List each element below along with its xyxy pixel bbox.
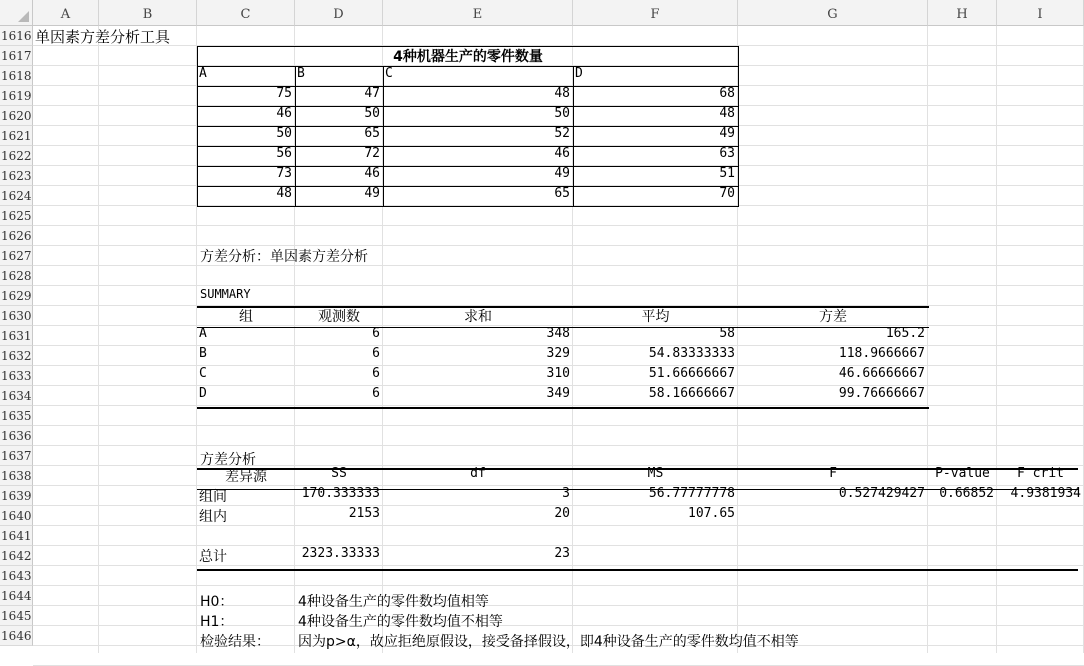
- anova-cell[interactable]: 3: [562, 486, 570, 501]
- column-header[interactable]: H: [928, 0, 997, 26]
- column-header[interactable]: D: [295, 0, 383, 26]
- row-header[interactable]: 1627: [0, 246, 33, 266]
- column-header[interactable]: F: [573, 0, 738, 26]
- row-header[interactable]: 1645: [0, 606, 33, 626]
- sheet-title[interactable]: 单因素方差分析工具: [35, 28, 171, 46]
- summary-cell[interactable]: D: [199, 386, 207, 401]
- anova-cell[interactable]: 107.65: [688, 506, 735, 521]
- row-header[interactable]: 1621: [0, 126, 33, 146]
- gridline: [33, 265, 1084, 266]
- select-all-icon: [18, 11, 29, 22]
- summary-header[interactable]: 求和: [464, 309, 492, 325]
- row-header[interactable]: 1622: [0, 146, 33, 166]
- row-header[interactable]: 1634: [0, 386, 33, 406]
- anova-header[interactable]: F crit: [1017, 466, 1064, 481]
- row-header[interactable]: 1646: [0, 626, 33, 646]
- row-header[interactable]: 1642: [0, 546, 33, 566]
- summary-cell[interactable]: 118.9666667: [838, 346, 925, 361]
- anova-cell[interactable]: 0.66852: [939, 486, 994, 501]
- summary-label[interactable]: SUMMARY: [200, 287, 251, 301]
- row-header[interactable]: 1639: [0, 486, 33, 506]
- summary-cell[interactable]: 6: [372, 386, 380, 401]
- column-header[interactable]: E: [383, 0, 573, 26]
- row-header[interactable]: 1636: [0, 426, 33, 446]
- row-header[interactable]: 1620: [0, 106, 33, 126]
- summary-header[interactable]: 组: [239, 309, 253, 325]
- gridline: [33, 225, 1084, 226]
- row-header[interactable]: 1618: [0, 66, 33, 86]
- summary-header[interactable]: 观测数: [318, 309, 360, 325]
- data-table-cell[interactable]: 73: [276, 166, 292, 181]
- row-header[interactable]: 1641: [0, 526, 33, 546]
- data-table-cell[interactable]: 46: [554, 146, 570, 161]
- summary-cell[interactable]: 46.66666667: [838, 366, 925, 381]
- select-all-corner[interactable]: [0, 0, 33, 26]
- anova-header[interactable]: F: [829, 466, 837, 481]
- row-header[interactable]: 1632: [0, 346, 33, 366]
- gridline: [33, 245, 1084, 246]
- column-header[interactable]: I: [997, 0, 1084, 26]
- summary-cell[interactable]: 310: [546, 366, 570, 381]
- row-header[interactable]: 1629: [0, 286, 33, 306]
- h1-text[interactable]: 4种设备生产的零件数均值不相等: [298, 614, 503, 630]
- column-header[interactable]: C: [197, 0, 295, 26]
- data-table-cell[interactable]: 49: [554, 166, 570, 181]
- row-header[interactable]: 1616: [0, 26, 33, 46]
- data-table-cell[interactable]: 52: [554, 126, 570, 141]
- data-table-cell[interactable]: 50: [554, 106, 570, 121]
- summary-cell[interactable]: C: [199, 366, 207, 381]
- gridline: [33, 445, 1084, 446]
- summary-cell[interactable]: 6: [372, 346, 380, 361]
- cell-grid[interactable]: [33, 26, 1084, 653]
- result-label[interactable]: 检验结果：: [200, 634, 270, 650]
- summary-header[interactable]: 平均: [641, 309, 670, 325]
- data-table-cell[interactable]: 46: [276, 106, 292, 121]
- data-table-cell[interactable]: 75: [276, 86, 292, 101]
- anova-header[interactable]: df: [470, 466, 486, 481]
- data-table-cell[interactable]: 46: [364, 166, 380, 181]
- row-header[interactable]: 1643: [0, 566, 33, 586]
- summary-cell[interactable]: 58: [719, 326, 735, 341]
- gridline: [33, 585, 1084, 586]
- summary-cell[interactable]: 349: [546, 386, 570, 401]
- anova-cell[interactable]: 23: [554, 546, 570, 561]
- data-table-cell[interactable]: 50: [276, 126, 292, 141]
- data-table-cell[interactable]: 65: [364, 126, 380, 141]
- summary-cell[interactable]: 99.76666667: [838, 386, 925, 401]
- row-header[interactable]: 1644: [0, 586, 33, 606]
- data-table-cell[interactable]: 72: [364, 146, 380, 161]
- row-header[interactable]: 1635: [0, 406, 33, 426]
- data-table-cell[interactable]: 56: [276, 146, 292, 161]
- anova-cell[interactable]: 0.527429427: [838, 486, 925, 501]
- summary-cell[interactable]: 348: [546, 326, 570, 341]
- h0-text[interactable]: 4种设备生产的零件数均值相等: [298, 594, 489, 610]
- row-header[interactable]: 1617: [0, 46, 33, 66]
- summary-header[interactable]: 方差: [819, 309, 847, 325]
- column-header[interactable]: B: [99, 0, 197, 26]
- data-table-title[interactable]: 4种机器生产的零件数量: [393, 49, 543, 65]
- row-header[interactable]: 1630: [0, 306, 33, 326]
- row-header[interactable]: 1628: [0, 266, 33, 286]
- row-header[interactable]: 1640: [0, 506, 33, 526]
- data-table-cell[interactable]: 51: [719, 166, 735, 181]
- anova-header[interactable]: 差异源: [225, 469, 267, 485]
- gridline: [33, 285, 1084, 286]
- anova-label[interactable]: 方差分析: [200, 452, 256, 468]
- anova-cell[interactable]: 2153: [348, 506, 380, 521]
- gridline: [996, 26, 997, 653]
- table-border: [738, 46, 739, 207]
- data-table-cell[interactable]: 50: [364, 106, 380, 121]
- row-header[interactable]: 1626: [0, 226, 33, 246]
- anova-header[interactable]: SS: [331, 466, 347, 481]
- data-table-cell[interactable]: 49: [364, 186, 380, 201]
- data-table-header[interactable]: B: [297, 66, 305, 81]
- data-table-cell[interactable]: 63: [719, 146, 735, 161]
- h1-label[interactable]: H1：: [200, 614, 234, 630]
- summary-cell[interactable]: 6: [372, 366, 380, 381]
- anova-cell[interactable]: 56.77777778: [648, 486, 735, 501]
- result-text[interactable]: 因为p>α，故应拒绝原假设，接受备择假设，即4种设备生产的零件数均值不相等: [298, 634, 799, 650]
- data-table-header[interactable]: A: [199, 66, 207, 81]
- gridline: [33, 425, 1084, 426]
- anova-cell[interactable]: 组间: [199, 489, 227, 505]
- row-header[interactable]: 1619: [0, 86, 33, 106]
- summary-cell[interactable]: A: [199, 326, 207, 341]
- anova-title[interactable]: 方差分析：单因素方差分析: [200, 249, 368, 265]
- row-header[interactable]: 1624: [0, 186, 33, 206]
- anova-cell[interactable]: 4.9381934: [1010, 486, 1081, 501]
- summary-cell[interactable]: 6: [372, 326, 380, 341]
- h0-label[interactable]: H0：: [200, 594, 234, 610]
- anova-header[interactable]: P-value: [935, 466, 990, 481]
- summary-cell[interactable]: 54.83333333: [648, 346, 735, 361]
- column-header[interactable]: A: [33, 0, 99, 26]
- table-border: [197, 206, 739, 207]
- column-header[interactable]: G: [738, 0, 928, 26]
- row-header[interactable]: 1638: [0, 466, 33, 486]
- summary-cell[interactable]: 329: [546, 346, 570, 361]
- data-table-cell[interactable]: 68: [719, 86, 735, 101]
- anova-cell[interactable]: 总计: [199, 549, 227, 565]
- anova-cell[interactable]: 2323.33333: [301, 546, 380, 561]
- anova-cell[interactable]: 组内: [199, 509, 227, 525]
- data-table-cell[interactable]: 48: [554, 86, 570, 101]
- data-table-cell[interactable]: 48: [276, 186, 292, 201]
- anova-bottom-border: [197, 569, 1078, 571]
- data-table-cell[interactable]: 65: [554, 186, 570, 201]
- row-header[interactable]: 1631: [0, 326, 33, 346]
- data-table-header[interactable]: D: [575, 66, 583, 81]
- row-header[interactable]: 1625: [0, 206, 33, 226]
- anova-cell[interactable]: 20: [554, 506, 570, 521]
- summary-cell[interactable]: 51.66666667: [648, 366, 735, 381]
- data-table-header[interactable]: C: [385, 66, 393, 81]
- data-table-cell[interactable]: 70: [719, 186, 735, 201]
- anova-cell[interactable]: 170.333333: [301, 486, 380, 501]
- summary-cell[interactable]: 58.16666667: [648, 386, 735, 401]
- row-header[interactable]: 1637: [0, 446, 33, 466]
- row-header[interactable]: 1633: [0, 366, 33, 386]
- summary-cell[interactable]: 165.2: [885, 326, 925, 341]
- anova-header[interactable]: MS: [647, 466, 664, 481]
- summary-bottom-border: [197, 407, 929, 409]
- data-table-cell[interactable]: 49: [719, 126, 735, 141]
- data-table-cell[interactable]: 47: [364, 86, 380, 101]
- summary-cell[interactable]: B: [199, 346, 207, 361]
- gridline: [98, 26, 99, 653]
- row-header[interactable]: 1623: [0, 166, 33, 186]
- data-table-cell[interactable]: 48: [719, 106, 735, 121]
